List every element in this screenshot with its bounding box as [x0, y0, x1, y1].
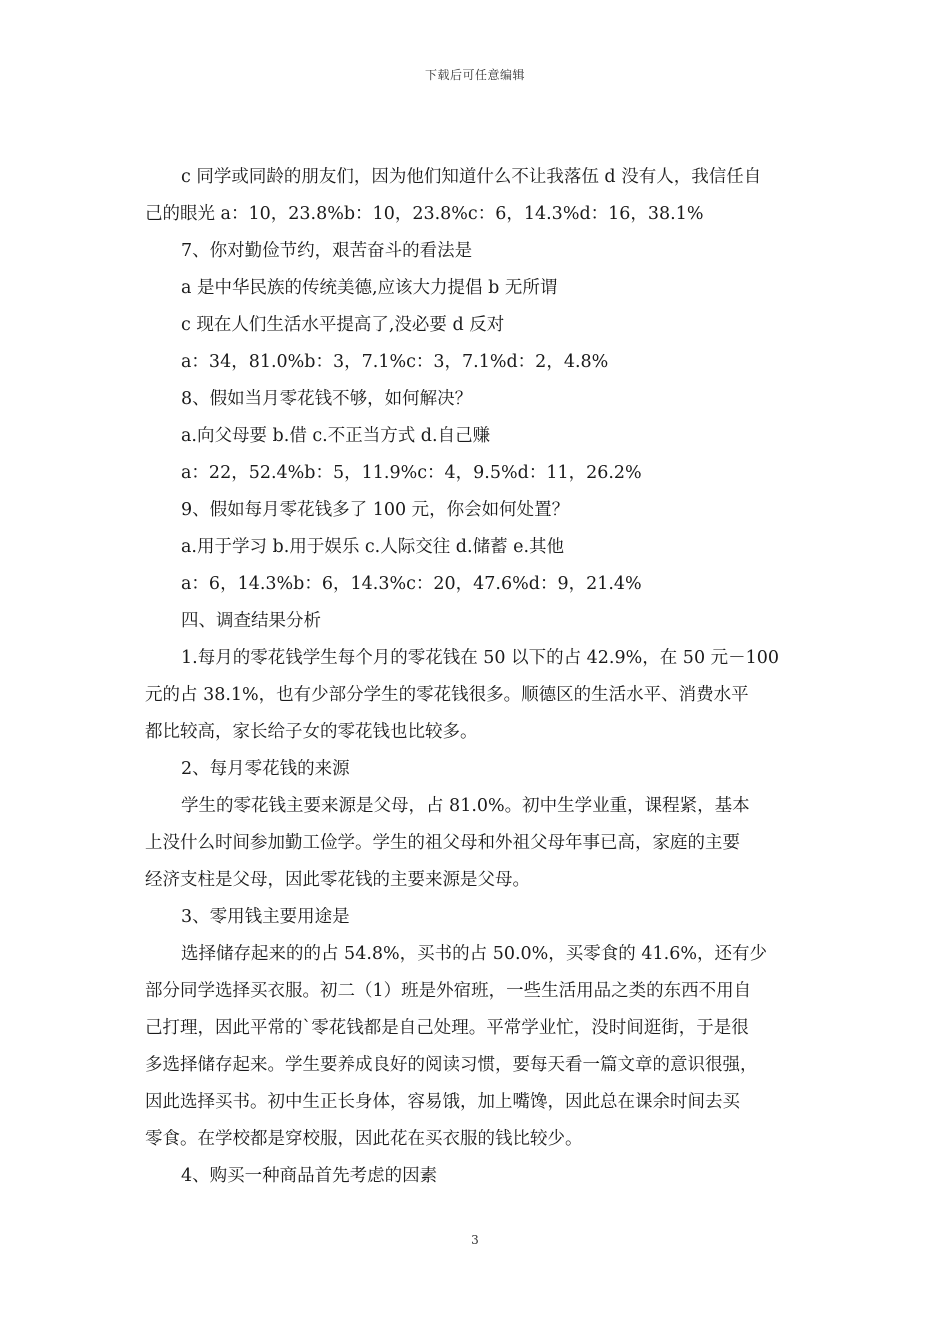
text-line: c 同学或同龄的朋友们，因为他们知道什么不让我落伍 d 没有人，我信任自 [181, 167, 762, 187]
text-line: 元的占 38.1%，也有少部分学生的零花钱很多。顺德区的生活水平、消费水平 [145, 685, 749, 705]
text-line: 都比较高，家长给子女的零花钱也比较多。 [145, 722, 478, 742]
text-line: a：22，52.4%b：5，11.9%c：4，9.5%d：11，26.2% [181, 463, 642, 483]
text-line: 因此选择买书。初中生正长身体，容易饿，加上嘴馋，因此总在课余时间去买 [145, 1092, 740, 1112]
text-line: a.用于学习 b.用于娱乐 c.人际交往 d.储蓄 e.其他 [181, 537, 565, 557]
text-line: 选择储存起来的的占 54.8%，买书的占 50.0%，买零食的 41.6%，还有少 [181, 944, 767, 964]
page-header: 下载后可任意编辑 [424, 68, 525, 82]
text-line: 部分同学选择买衣服。初二（1）班是外宿班，一些生活用品之类的东西不用自 [145, 981, 752, 1001]
text-line: 零食。在学校都是穿校服，因此花在买衣服的钱比较少。 [145, 1129, 583, 1149]
text-line: 2、每月零花钱的来源 [181, 759, 350, 779]
text-line: 4、购买一种商品首先考虑的因素 [181, 1166, 438, 1186]
document-body [145, 159, 810, 1195]
text-line: a：6，14.3%b：6，14.3%c：20，47.6%d：9，21.4% [181, 574, 642, 594]
text-line: 己打理，因此平常的`零花钱都是自己处理。平常学业忙，没时间逛街，于是很 [145, 1018, 749, 1038]
text-line: 7、你对勤俭节约，艰苦奋斗的看法是 [181, 241, 473, 261]
text-line: 己的眼光 a：10，23.8%b：10，23.8%c：6，14.3%d：16，38.1% [145, 204, 704, 224]
text-line: a：34，81.0%b：3，7.1%c：3，7.1%d：2，4.8% [181, 352, 609, 372]
text-line: a 是中华民族的传统美德,应该大力提倡 b 无所谓 [181, 278, 558, 298]
text-line: 1.每月的零花钱学生每个月的零花钱在 50 以下的占 42.9%，在 50 元－100 [181, 648, 780, 668]
text-line: c 现在人们生活水平提高了,没必要 d 反对 [181, 315, 505, 335]
text-line: 学生的零花钱主要来源是父母，占 81.0%。初中生学业重，课程紧，基本 [181, 796, 750, 816]
text-line: 8、假如当月零花钱不够，如何解决？ [181, 389, 473, 409]
text-line: 上没什么时间参加勤工俭学。学生的祖父母和外祖父母年事已高，家庭的主要 [145, 833, 740, 853]
text-line: 多选择储存起来。学生要养成良好的阅读习惯，要每天看一篇文章的意识很强， [145, 1055, 758, 1075]
text-line: 四、调查结果分析 [181, 611, 321, 631]
page-number: 3 [471, 1233, 479, 1247]
text-line: 经济支柱是父母，因此零花钱的主要来源是父母。 [145, 870, 530, 890]
text-line: 9、假如每月零花钱多了 100 元，你会如何处置？ [181, 500, 570, 520]
text-line: a.向父母要 b.借 c.不正当方式 d.自己赚 [181, 426, 491, 446]
text-line: 3、零用钱主要用途是 [181, 907, 350, 927]
